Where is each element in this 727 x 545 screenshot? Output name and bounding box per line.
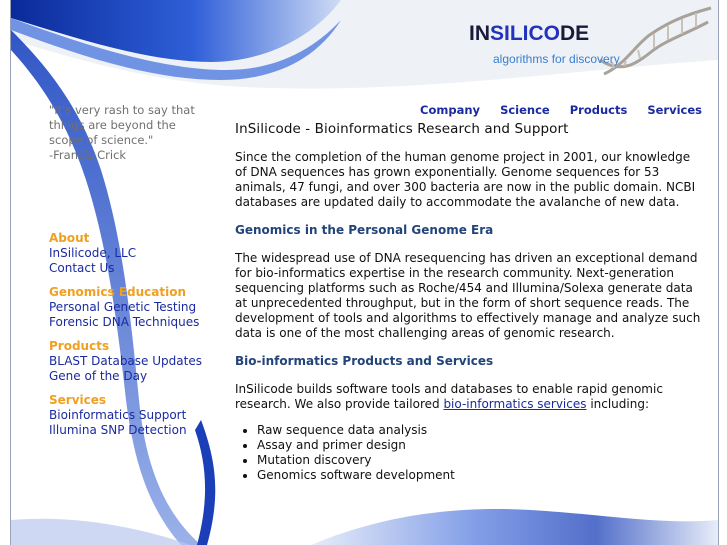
- quote-line: scope of science.": [49, 133, 154, 147]
- list-item: • Assay and primer design: [257, 438, 705, 453]
- sidebar-heading-products: Products: [49, 339, 110, 353]
- genomics-paragraph: The widespread use of DNA resequencing has driven an exceptional demand for bio-informatics expertise in the research community. Next-generation sequencing platforms such as Roche/454 and Illumina/Solexa generate data at unprecedented throughput, but in the form of short sequence reads. The development of tools and algorithms to effectively manage and analyze such data is one of the most challenging areas of genomic research.: [235, 251, 701, 340]
- logo-suffix: DE: [560, 22, 590, 45]
- page-frame: [10, 0, 719, 545]
- list-item: • Raw sequence data analysis: [257, 423, 705, 438]
- paragraph-text: InSilicode builds software tools and databases to enable rapid genomic research. We also provide tailored: [235, 382, 663, 411]
- nav-link-science[interactable]: Science: [500, 103, 550, 117]
- logo-highlight: SILICO: [490, 22, 561, 45]
- sidebar-heading-genomics-education: Genomics Education: [49, 285, 187, 299]
- top-navigation: [404, 103, 702, 117]
- quote-line: "It's very rash to say that: [49, 103, 195, 117]
- list-item: • Mutation discovery: [257, 453, 705, 468]
- paragraph-text: including:: [586, 397, 650, 411]
- sidebar-link-forensic-dna[interactable]: Forensic DNA Techniques: [49, 315, 200, 329]
- page-title: InSilicode - Bioinformatics Research and Support: [235, 121, 569, 137]
- site-logo[interactable]: [469, 22, 589, 46]
- intro-paragraph: Since the completion of the human genome project in 2001, our knowledge of DNA sequences has grown exponentially. Genome sequences for 53 animals, 47 fungi, and over 300 bacteria are now in the public domain. NCBI databases are updated daily to accommodate the avalanche of new data.: [235, 150, 696, 209]
- services-list: [235, 423, 705, 483]
- section-heading-genomics: Genomics in the Personal Genome Era: [235, 223, 494, 237]
- quote-block: [49, 103, 209, 163]
- products-services-paragraph: [235, 382, 705, 412]
- quote-line: things are beyond the: [49, 118, 176, 132]
- dna-helix-icon: [596, 4, 716, 82]
- bioinformatics-services-link[interactable]: bio-informatics services: [443, 397, 587, 411]
- sidebar-link-blast-updates[interactable]: BLAST Database Updates: [49, 354, 202, 368]
- sidebar-link-illumina-snp[interactable]: Illumina SNP Detection: [49, 423, 187, 437]
- main-content: [235, 122, 705, 483]
- quote-attribution: -Francis Crick: [49, 148, 127, 162]
- list-item: • Genomics software development: [257, 468, 705, 483]
- logo-prefix: IN: [469, 22, 490, 45]
- sidebar-heading-about: About: [49, 231, 90, 245]
- sidebar-link-gene-of-the-day[interactable]: Gene of the Day: [49, 369, 148, 383]
- nav-link-products[interactable]: Products: [569, 103, 628, 117]
- nav-link-company[interactable]: Company: [420, 103, 481, 117]
- section-heading-products-services: Bio-informatics Products and Services: [235, 354, 494, 368]
- sidebar-link-bioinformatics-support[interactable]: Bioinformatics Support: [49, 408, 187, 422]
- sidebar: [49, 231, 219, 438]
- sidebar-heading-services: Services: [49, 393, 107, 407]
- nav-link-services[interactable]: Services: [647, 103, 702, 117]
- sidebar-link-insilicode-llc[interactable]: InSilicode, LLC: [49, 246, 137, 260]
- sidebar-link-contact-us[interactable]: Contact Us: [49, 261, 115, 275]
- site-tagline: algorithms for discovery: [493, 52, 620, 66]
- sidebar-link-personal-genetic-testing[interactable]: Personal Genetic Testing: [49, 300, 197, 314]
